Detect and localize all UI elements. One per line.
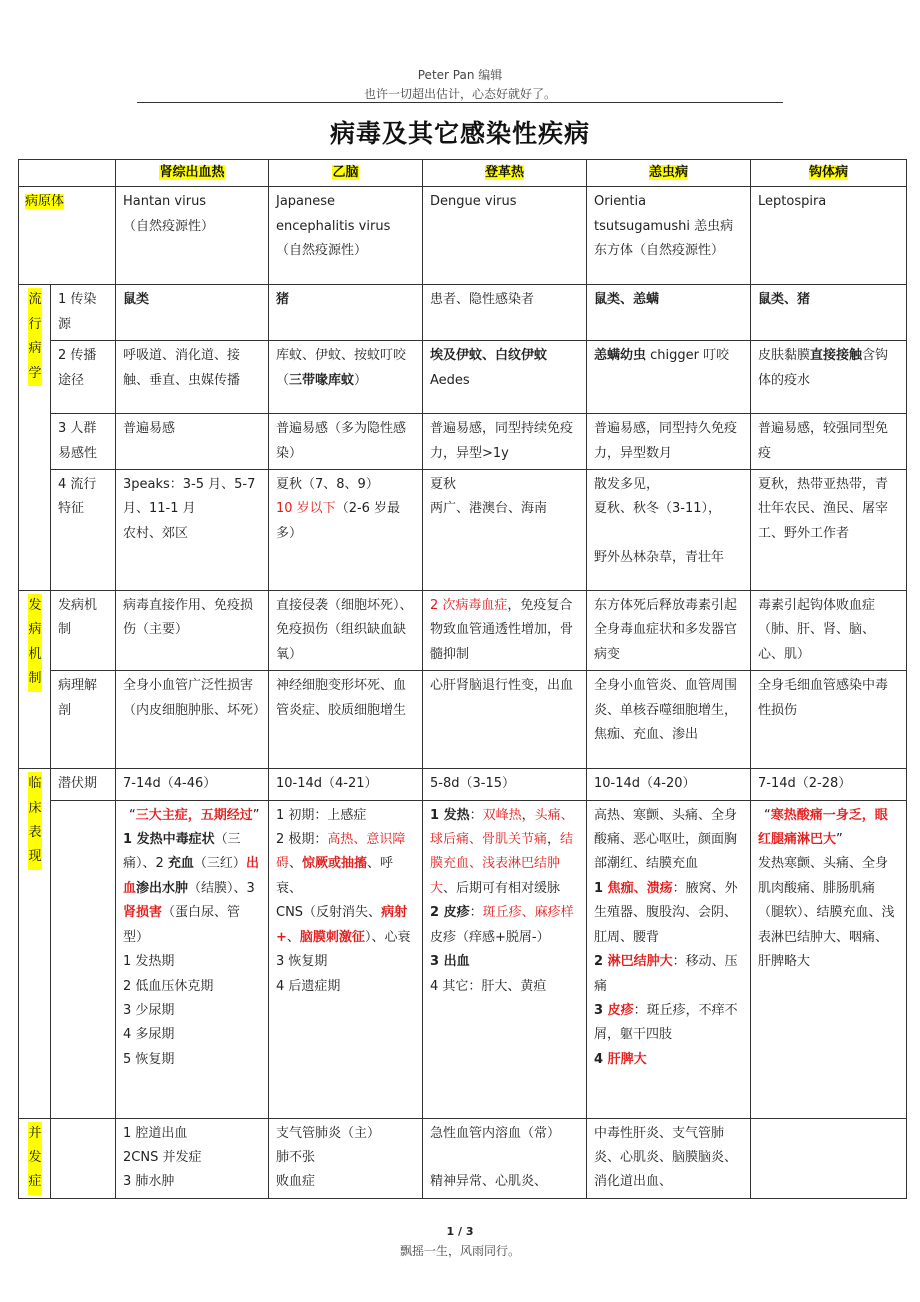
cell: 直接侵袭（细胞坏死）、免疫损伤（组织缺血缺氧） [269, 591, 423, 671]
cell: 普遍易感（多为隐性感染） [269, 414, 423, 470]
cell: 高热、寒颤、头痛、全身酸痛、恶心呕吐，颜面胸部潮红、结膜充血 1 焦痂、溃疡：腋窝、外生殖器、腹股沟、会阴、肛周、腰背 2 淋巴结肿大：移动、压痛 3 皮疹：斑丘疹，不痒不屑，躯干四肢 4 肝脾大 [587, 800, 751, 1118]
row-label: 1 传染源 [51, 285, 116, 341]
mechanism-row [19, 591, 907, 671]
header-motto: 也许一切超出估计，心态好就好了。 [363, 87, 556, 101]
cell: 东方体死后释放毒素引起全身毒血症状和多发器官病变 [587, 591, 751, 671]
cell [751, 1118, 907, 1198]
cell: 毒素引起钩体败血症（肺、肝、肾、脑、心、肌） [751, 591, 907, 671]
cell: 神经细胞变形坏死、血管炎症、胶质细胞增生 [269, 671, 423, 769]
column-header: 登革热 [423, 160, 587, 187]
cell: 普遍易感，同型持续免疫力，异型>1y [423, 414, 587, 470]
row-label: 病理解剖 [51, 671, 116, 769]
pathogen-label: 病原体 [19, 187, 116, 285]
complications-row [19, 1118, 907, 1198]
header-author: Peter Pan 编辑 [417, 68, 503, 82]
cell: 病毒直接作用、免疫损伤（主要） [116, 591, 269, 671]
row-label: 2 传播途径 [51, 341, 116, 414]
pathogen-row [19, 187, 907, 285]
cell: 夏秋（7、8、9） 10 岁以下（2-6 岁最多） [269, 470, 423, 591]
susceptibility-row [19, 414, 907, 470]
cell: 鼠类、猪 [751, 285, 907, 341]
cell: Leptospira [751, 187, 907, 285]
route-row [19, 341, 907, 414]
row-label: 发病机制 [51, 591, 116, 671]
clinical-row [19, 800, 907, 1118]
cell: Orientia tsutsugamushi 恙虫病东方体（自然疫源性） [587, 187, 751, 285]
cell: 10-14d（4-21） [269, 769, 423, 800]
row-label: 潜伏期 [51, 769, 116, 800]
cell: 普遍易感，较强同型免疫 [751, 414, 907, 470]
cell: 1 发热：双峰热，头痛、球后痛、骨肌关节痛，结膜充血、浅表淋巴结肿大、后期可有相对缓脉 2 皮疹：斑丘疹、麻疹样皮疹（痒感+脱屑-） 3 出血 4 其它：肝大、黄疸 [423, 800, 587, 1118]
cell: 7-14d（2-28） [751, 769, 907, 800]
header-corner [19, 160, 116, 187]
header-row [19, 160, 907, 187]
section-label-pathogenesis: 发病机制 [19, 591, 51, 769]
column-header: 恙虫病 [587, 160, 751, 187]
column-header: 钩体病 [751, 160, 907, 187]
cell: 心肝肾脑退行性变，出血 [423, 671, 587, 769]
cell: 2 次病毒血症，免疫复合物致血管通透性增加，骨髓抑制 [423, 591, 587, 671]
row-label: 3 人群易感性 [51, 414, 116, 470]
cell: 全身毛细血管感染中毒性损伤 [751, 671, 907, 769]
cell: 猪 [269, 285, 423, 341]
cell: 患者、隐性感染者 [423, 285, 587, 341]
cell: “寒热酸痛一身乏，眼红腿痛淋巴大” 发热寒颤、头痛、全身肌肉酸痛、腓肠肌痛（腿软）、结膜充血、浅表淋巴结肿大、咽痛、肝脾略大 [751, 800, 907, 1118]
section-label-complications: 并发症 [19, 1118, 51, 1198]
section-label-epidemiology: 流行病学 [19, 285, 51, 591]
section-label-clinical: 临床表现 [19, 769, 51, 1118]
features-row [19, 470, 907, 591]
cell: 3peaks：3-5 月、5-7 月、11-1 月 农村、郊区 [116, 470, 269, 591]
cell: 夏秋，热带亚热带，青壮年农民、渔民、屠宰工、野外工作者 [751, 470, 907, 591]
cell: 全身小血管广泛性损害（内皮细胞肿胀、坏死） [116, 671, 269, 769]
pathology-row [19, 671, 907, 769]
cell: 全身小血管炎、血管周围炎、单核吞噬细胞增生，焦痂、充血、渗出 [587, 671, 751, 769]
cell: 10-14d（4-20） [587, 769, 751, 800]
cell: Hantan virus （自然疫源性） [116, 187, 269, 285]
cell: 5-8d（3-15） [423, 769, 587, 800]
cell: 恙螨幼虫 chigger 叮咬 [587, 341, 751, 414]
cell: 1 初期：上感症 2 极期：高热、意识障碍、惊厥或抽搐、呼衰、 CNS（反射消失、病射+、脑膜刺激征）、心衰 3 恢复期 4 后遗症期 [269, 800, 423, 1118]
cell: 呼吸道、消化道、接触、垂直、虫媒传播 [116, 341, 269, 414]
incubation-row [19, 769, 907, 800]
cell: Dengue virus [423, 187, 587, 285]
cell: “三大主症，五期经过” 1 发热中毒症状（三痛）、2 充血（三红）出血渗出水肿（结膜）、3 肾损害（蛋白尿、管型） 1 发热期 2 低血压休克期 3 少尿期 4 多尿期 5 恢复期 [116, 800, 269, 1118]
row-label [51, 1118, 116, 1198]
header-rule [137, 102, 783, 103]
source-row [19, 285, 907, 341]
disease-table [18, 159, 907, 1199]
row-label: 4 流行特征 [51, 470, 116, 591]
cell: 埃及伊蚊、白纹伊蚊 Aedes [423, 341, 587, 414]
cell: 普遍易感，同型持久免疫力，异型数月 [587, 414, 751, 470]
cell: 鼠类 [116, 285, 269, 341]
cell: 普遍易感 [116, 414, 269, 470]
cell: 支气管肺炎（主） 肺不张 败血症 [269, 1118, 423, 1198]
page-number: 1 / 3 [446, 1225, 474, 1238]
cell: 中毒性肝炎、支气管肺炎、心肌炎、脑膜脑炎、消化道出血、 [587, 1118, 751, 1198]
row-label [51, 800, 116, 1118]
cell: Japanese encephalitis virus（自然疫源性） [269, 187, 423, 285]
cell: 鼠类、恙螨 [587, 285, 751, 341]
column-header: 肾综出血热 [116, 160, 269, 187]
column-header: 乙脑 [269, 160, 423, 187]
document-title: 病毒及其它感染性疾病 [329, 119, 590, 148]
cell: 7-14d（4-46） [116, 769, 269, 800]
cell: 库蚊、伊蚊、按蚊叮咬（三带喙库蚊） [269, 341, 423, 414]
cell: 夏秋 两广、港澳台、海南 [423, 470, 587, 591]
cell: 1 腔道出血 2CNS 并发症 3 肺水肿 [116, 1118, 269, 1198]
cell: 皮肤黏膜直接接触含钩体的疫水 [751, 341, 907, 414]
footer-motto: 飘摇一生，风雨同行。 [399, 1244, 520, 1258]
cell: 散发多见， 夏秋、秋冬（3-11）， 野外丛林杂草，青壮年 [587, 470, 751, 591]
cell: 急性血管内溶血（常） 精神异常、心肌炎、 [423, 1118, 587, 1198]
